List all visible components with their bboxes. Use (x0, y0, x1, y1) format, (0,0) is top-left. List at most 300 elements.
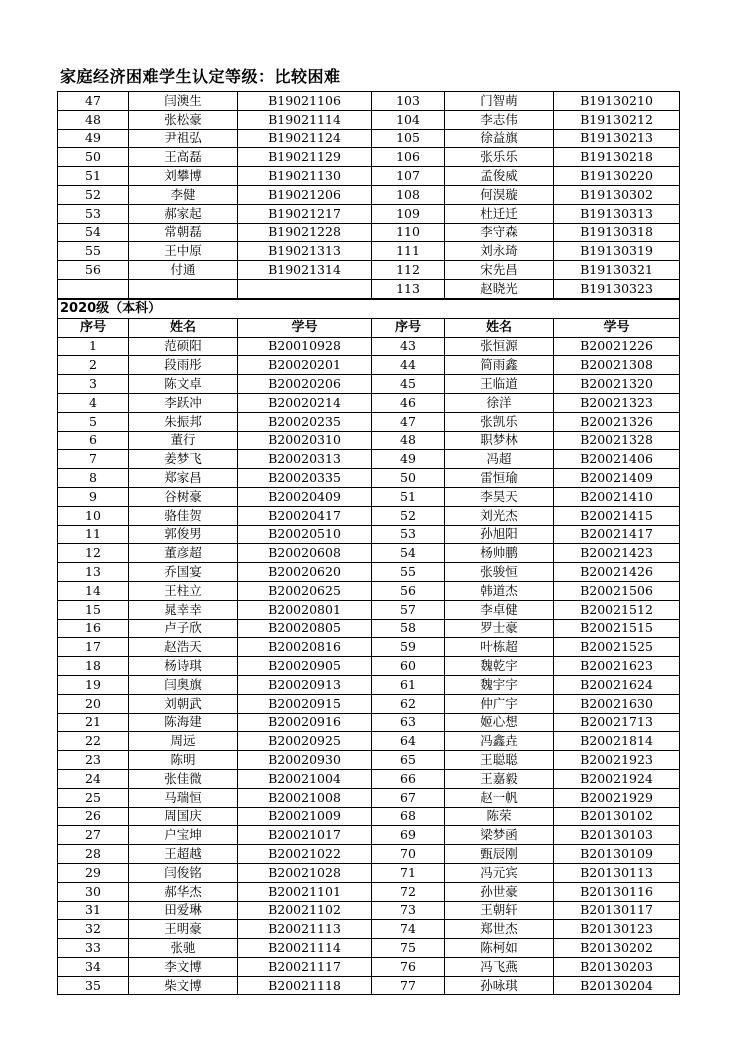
cell-name: 李守森 (445, 223, 554, 242)
cell-student-id: B20021410 (554, 487, 680, 506)
cell-student-id: B20021114 (238, 939, 372, 958)
cell-student-id: B20021113 (238, 920, 372, 939)
cell-seq: 32 (58, 920, 129, 939)
cell-student-id: B20021415 (554, 506, 680, 525)
cell-student-id: B20130204 (554, 976, 680, 995)
cell-seq: 57 (372, 600, 445, 619)
cell-seq: 16 (58, 619, 129, 638)
cell-name: 孙咏琪 (445, 976, 554, 995)
cell-seq: 64 (372, 732, 445, 751)
cell-seq: 53 (372, 525, 445, 544)
cell-seq: 28 (58, 845, 129, 864)
cell-seq: 9 (58, 487, 129, 506)
cell-student-id: B20021426 (554, 563, 680, 582)
cell-name: 骆佳贺 (129, 506, 238, 525)
table-row (58, 544, 680, 563)
cell-student-id: B19021129 (238, 148, 372, 167)
cell-student-id: B20130113 (554, 863, 680, 882)
cell-student-id (238, 279, 372, 298)
cell-seq: 14 (58, 581, 129, 600)
cell-student-id: B20020805 (238, 619, 372, 638)
cell-student-id: B20020925 (238, 732, 372, 751)
table-row (58, 393, 680, 412)
table-row (58, 375, 680, 394)
cell-student-id: B20021924 (554, 769, 680, 788)
cell-name: 陈文卓 (129, 375, 238, 394)
cell-name: 赵晓光 (445, 279, 554, 298)
cell-name: 董行 (129, 431, 238, 450)
cell-student-id: B20020201 (238, 356, 372, 375)
cell-student-id: B19021314 (238, 261, 372, 280)
cell-seq: 59 (372, 638, 445, 657)
header-name: 姓名 (129, 318, 238, 337)
cell-student-id: B20020905 (238, 657, 372, 676)
cell-student-id: B19130319 (554, 242, 680, 261)
cell-name: 尹祖弘 (129, 129, 238, 148)
section-title-row (58, 300, 680, 319)
cell-name: 田爱琳 (129, 901, 238, 920)
cell-name: 罗士豪 (445, 619, 554, 638)
table-row (58, 769, 680, 788)
cell-student-id: B20130117 (554, 901, 680, 920)
cell-seq: 18 (58, 657, 129, 676)
table-row (58, 129, 680, 148)
cell-student-id: B20010928 (238, 337, 372, 356)
cell-student-id: B19130318 (554, 223, 680, 242)
cell-name: 陈柯如 (445, 939, 554, 958)
cell-name: 李志伟 (445, 110, 554, 129)
cell-name: 张松豪 (129, 110, 238, 129)
cell-student-id: B19021217 (238, 204, 372, 223)
cell-seq: 6 (58, 431, 129, 450)
table-row (58, 469, 680, 488)
cell-name: 徐洋 (445, 393, 554, 412)
cell-seq: 108 (372, 185, 445, 204)
cell-seq: 50 (372, 469, 445, 488)
cell-seq: 27 (58, 826, 129, 845)
table-row (58, 920, 680, 939)
cell-name: 陈荣 (445, 807, 554, 826)
cell-student-id: B20021623 (554, 657, 680, 676)
cell-seq: 19 (58, 675, 129, 694)
table-row (58, 863, 680, 882)
cell-seq: 8 (58, 469, 129, 488)
cell-student-id: B20020206 (238, 375, 372, 394)
table-row (58, 807, 680, 826)
cell-seq: 22 (58, 732, 129, 751)
cell-seq: 49 (58, 129, 129, 148)
cell-seq: 104 (372, 110, 445, 129)
cell-student-id: B20020214 (238, 393, 372, 412)
cell-name: 董彦超 (129, 544, 238, 563)
cell-name (129, 279, 238, 298)
cell-name: 王中原 (129, 242, 238, 261)
cell-seq: 15 (58, 600, 129, 619)
cell-seq: 1 (58, 337, 129, 356)
cell-seq: 26 (58, 807, 129, 826)
cell-seq: 33 (58, 939, 129, 958)
cell-name: 常朝磊 (129, 223, 238, 242)
cell-name: 户宝坤 (129, 826, 238, 845)
cell-name: 孙旭阳 (445, 525, 554, 544)
header-seq: 序号 (372, 318, 445, 337)
cell-name: 李跃冲 (129, 393, 238, 412)
student-table-continued (57, 91, 680, 299)
cell-seq: 105 (372, 129, 445, 148)
cell-seq: 69 (372, 826, 445, 845)
cell-name: 马瑞恒 (129, 788, 238, 807)
cell-student-id: B20021028 (238, 863, 372, 882)
cell-name: 段雨彤 (129, 356, 238, 375)
table-row (58, 148, 680, 167)
cell-name: 张佳微 (129, 769, 238, 788)
cell-name: 王临道 (445, 375, 554, 394)
cell-seq: 52 (372, 506, 445, 525)
cell-student-id: B20021323 (554, 393, 680, 412)
cell-name: 郑家昌 (129, 469, 238, 488)
cell-name: 李昊天 (445, 487, 554, 506)
table-row (58, 713, 680, 732)
cell-student-id: B20021923 (554, 751, 680, 770)
cell-seq: 13 (58, 563, 129, 582)
cell-name: 闫澳生 (129, 92, 238, 111)
cell-seq: 71 (372, 863, 445, 882)
cell-name: 郝家起 (129, 204, 238, 223)
cell-student-id: B20020235 (238, 412, 372, 431)
cell-seq: 109 (372, 204, 445, 223)
cell-name: 李健 (129, 185, 238, 204)
cell-student-id: B20020608 (238, 544, 372, 563)
cell-seq: 112 (372, 261, 445, 280)
cell-seq (58, 279, 129, 298)
cell-name: 周国庆 (129, 807, 238, 826)
cell-seq: 5 (58, 412, 129, 431)
cell-name: 杨帅鹏 (445, 544, 554, 563)
cell-seq: 17 (58, 638, 129, 657)
student-table-2020 (57, 299, 680, 995)
cell-seq: 55 (372, 563, 445, 582)
header-student-id: 学号 (554, 318, 680, 337)
table-row (58, 581, 680, 600)
cell-student-id: B20130116 (554, 882, 680, 901)
cell-name: 王柱立 (129, 581, 238, 600)
cell-seq: 23 (58, 751, 129, 770)
cell-seq: 2 (58, 356, 129, 375)
cell-name: 李文博 (129, 957, 238, 976)
cell-seq: 21 (58, 713, 129, 732)
header-student-id: 学号 (238, 318, 372, 337)
cell-name: 孟俊威 (445, 167, 554, 186)
cell-seq: 54 (372, 544, 445, 563)
cell-student-id: B20021814 (554, 732, 680, 751)
cell-student-id: B20021525 (554, 638, 680, 657)
cell-student-id: B20021630 (554, 694, 680, 713)
cell-name: 刘光杰 (445, 506, 554, 525)
cell-name: 谷树豪 (129, 487, 238, 506)
cell-seq: 63 (372, 713, 445, 732)
cell-name: 付通 (129, 261, 238, 280)
cell-seq: 47 (372, 412, 445, 431)
cell-name: 孙世豪 (445, 882, 554, 901)
cell-student-id: B20021017 (238, 826, 372, 845)
cell-seq: 20 (58, 694, 129, 713)
cell-seq: 45 (372, 375, 445, 394)
cell-seq: 34 (58, 957, 129, 976)
cell-student-id: B20021008 (238, 788, 372, 807)
cell-name: 乔国宴 (129, 563, 238, 582)
header-name: 姓名 (445, 318, 554, 337)
cell-student-id: B20021102 (238, 901, 372, 920)
cell-name: 甄辰刚 (445, 845, 554, 864)
cell-seq: 3 (58, 375, 129, 394)
cell-student-id: B20020620 (238, 563, 372, 582)
table-row (58, 694, 680, 713)
cell-seq: 30 (58, 882, 129, 901)
cell-name: 韩道杰 (445, 581, 554, 600)
cell-student-id: B20021101 (238, 882, 372, 901)
cell-name: 冯鑫垚 (445, 732, 554, 751)
cell-name: 陈海建 (129, 713, 238, 732)
cell-student-id: B19130321 (554, 261, 680, 280)
cell-student-id: B20020409 (238, 487, 372, 506)
cell-seq: 76 (372, 957, 445, 976)
table-row (58, 675, 680, 694)
cell-name: 王超越 (129, 845, 238, 864)
cell-seq: 60 (372, 657, 445, 676)
cell-student-id: B19130313 (554, 204, 680, 223)
cell-student-id: B19130210 (554, 92, 680, 111)
table-row (58, 939, 680, 958)
table-row (58, 487, 680, 506)
cell-name: 魏乾宇 (445, 657, 554, 676)
cell-seq: 51 (372, 487, 445, 506)
cell-seq: 46 (372, 393, 445, 412)
table-row (58, 788, 680, 807)
cell-seq: 110 (372, 223, 445, 242)
table-row (58, 242, 680, 261)
table-row (58, 223, 680, 242)
cell-name: 王高磊 (129, 148, 238, 167)
table-row (58, 506, 680, 525)
cell-seq: 35 (58, 976, 129, 995)
table-row (58, 957, 680, 976)
cell-seq: 62 (372, 694, 445, 713)
cell-student-id: B20130109 (554, 845, 680, 864)
table-row (58, 751, 680, 770)
table-row (58, 826, 680, 845)
cell-name: 赵一帆 (445, 788, 554, 807)
cell-name: 门智萌 (445, 92, 554, 111)
cell-student-id: B20020916 (238, 713, 372, 732)
table-row (58, 356, 680, 375)
section-title: 2020级（本科） (58, 300, 680, 319)
cell-name: 赵浩天 (129, 638, 238, 657)
cell-seq: 48 (372, 431, 445, 450)
cell-student-id: B20021328 (554, 431, 680, 450)
cell-seq: 11 (58, 525, 129, 544)
cell-name: 范硕阳 (129, 337, 238, 356)
cell-name: 姬心想 (445, 713, 554, 732)
cell-student-id: B20021004 (238, 769, 372, 788)
table-row (58, 261, 680, 280)
cell-name: 张凯乐 (445, 412, 554, 431)
table-row (58, 525, 680, 544)
cell-name: 郑世杰 (445, 920, 554, 939)
cell-name: 梁梦函 (445, 826, 554, 845)
cell-student-id: B20021423 (554, 544, 680, 563)
page-title: 家庭经济困难学生认定等级：比较困难 (60, 67, 341, 86)
cell-student-id: B19021228 (238, 223, 372, 242)
cell-name: 徐益旗 (445, 129, 554, 148)
table-row (58, 337, 680, 356)
table-row (58, 450, 680, 469)
cell-student-id: B20021417 (554, 525, 680, 544)
cell-student-id: B20021118 (238, 976, 372, 995)
cell-student-id: B20021515 (554, 619, 680, 638)
cell-seq: 51 (58, 167, 129, 186)
table-row (58, 732, 680, 751)
cell-seq: 31 (58, 901, 129, 920)
cell-student-id: B19021106 (238, 92, 372, 111)
cell-student-id: B19130213 (554, 129, 680, 148)
cell-seq: 74 (372, 920, 445, 939)
cell-seq: 106 (372, 148, 445, 167)
cell-seq: 52 (58, 185, 129, 204)
cell-name: 张骏恒 (445, 563, 554, 582)
cell-student-id: B19021114 (238, 110, 372, 129)
cell-seq: 12 (58, 544, 129, 563)
cell-seq: 58 (372, 619, 445, 638)
cell-student-id: B19130220 (554, 167, 680, 186)
cell-seq: 25 (58, 788, 129, 807)
table-row (58, 901, 680, 920)
table-row (58, 412, 680, 431)
cell-name: 简雨鑫 (445, 356, 554, 375)
cell-name: 杜迁迁 (445, 204, 554, 223)
cell-seq: 107 (372, 167, 445, 186)
cell-seq: 67 (372, 788, 445, 807)
cell-seq: 49 (372, 450, 445, 469)
cell-student-id: B19021130 (238, 167, 372, 186)
cell-student-id: B20021326 (554, 412, 680, 431)
cell-name: 姜梦飞 (129, 450, 238, 469)
table-row (58, 563, 680, 582)
cell-student-id: B20020913 (238, 675, 372, 694)
cell-seq: 29 (58, 863, 129, 882)
cell-student-id: B19021124 (238, 129, 372, 148)
cell-name: 职梦林 (445, 431, 554, 450)
cell-seq: 10 (58, 506, 129, 525)
cell-student-id: B19130218 (554, 148, 680, 167)
cell-seq: 24 (58, 769, 129, 788)
cell-seq: 77 (372, 976, 445, 995)
cell-student-id: B20130102 (554, 807, 680, 826)
cell-student-id: B19021313 (238, 242, 372, 261)
cell-student-id: B20020335 (238, 469, 372, 488)
cell-seq: 54 (58, 223, 129, 242)
table-row (58, 185, 680, 204)
cell-seq: 73 (372, 901, 445, 920)
cell-student-id: B20130103 (554, 826, 680, 845)
table-row (58, 600, 680, 619)
cell-student-id: B20021929 (554, 788, 680, 807)
cell-student-id: B20130202 (554, 939, 680, 958)
table-row (58, 279, 680, 298)
cell-student-id: B20130203 (554, 957, 680, 976)
table-row (58, 92, 680, 111)
cell-student-id: B19130323 (554, 279, 680, 298)
cell-student-id: B20020915 (238, 694, 372, 713)
cell-name: 卢子欣 (129, 619, 238, 638)
cell-seq: 75 (372, 939, 445, 958)
cell-student-id: B20021713 (554, 713, 680, 732)
cell-name: 张乐乐 (445, 148, 554, 167)
cell-name: 宋先昌 (445, 261, 554, 280)
table-row (58, 657, 680, 676)
cell-student-id: B20021624 (554, 675, 680, 694)
cell-seq: 70 (372, 845, 445, 864)
cell-name: 李卓健 (445, 600, 554, 619)
cell-name: 刘永琦 (445, 242, 554, 261)
table-row (58, 638, 680, 657)
cell-student-id: B20021320 (554, 375, 680, 394)
cell-seq: 48 (58, 110, 129, 129)
table-row (58, 204, 680, 223)
cell-seq: 68 (372, 807, 445, 826)
cell-student-id: B20021022 (238, 845, 372, 864)
table-row (58, 110, 680, 129)
cell-name: 王聪聪 (445, 751, 554, 770)
cell-name: 郝华杰 (129, 882, 238, 901)
table-header-row (58, 318, 680, 337)
cell-name: 魏宇宇 (445, 675, 554, 694)
header-seq: 序号 (58, 318, 129, 337)
cell-name: 张恒源 (445, 337, 554, 356)
table-row (58, 845, 680, 864)
cell-student-id: B20021512 (554, 600, 680, 619)
cell-name: 冯元宾 (445, 863, 554, 882)
cell-student-id: B20021009 (238, 807, 372, 826)
cell-seq: 103 (372, 92, 445, 111)
cell-student-id: B20021226 (554, 337, 680, 356)
cell-student-id: B20021308 (554, 356, 680, 375)
cell-seq: 4 (58, 393, 129, 412)
cell-student-id: B20130123 (554, 920, 680, 939)
cell-name: 雷恒瑜 (445, 469, 554, 488)
cell-seq: 43 (372, 337, 445, 356)
cell-name: 冯超 (445, 450, 554, 469)
cell-name: 王嘉毅 (445, 769, 554, 788)
cell-name: 朱振邦 (129, 412, 238, 431)
cell-student-id: B20020510 (238, 525, 372, 544)
cell-name: 冯飞燕 (445, 957, 554, 976)
cell-seq: 113 (372, 279, 445, 298)
cell-name: 晁幸幸 (129, 600, 238, 619)
cell-name: 闫奥旗 (129, 675, 238, 694)
table-row (58, 431, 680, 450)
cell-student-id: B20020310 (238, 431, 372, 450)
cell-student-id: B20020417 (238, 506, 372, 525)
cell-student-id: B20021506 (554, 581, 680, 600)
cell-student-id: B19130302 (554, 185, 680, 204)
cell-name: 闫俊铭 (129, 863, 238, 882)
cell-name: 郭俊男 (129, 525, 238, 544)
table-row (58, 167, 680, 186)
table-row (58, 619, 680, 638)
cell-seq: 66 (372, 769, 445, 788)
cell-seq: 56 (58, 261, 129, 280)
cell-seq: 111 (372, 242, 445, 261)
